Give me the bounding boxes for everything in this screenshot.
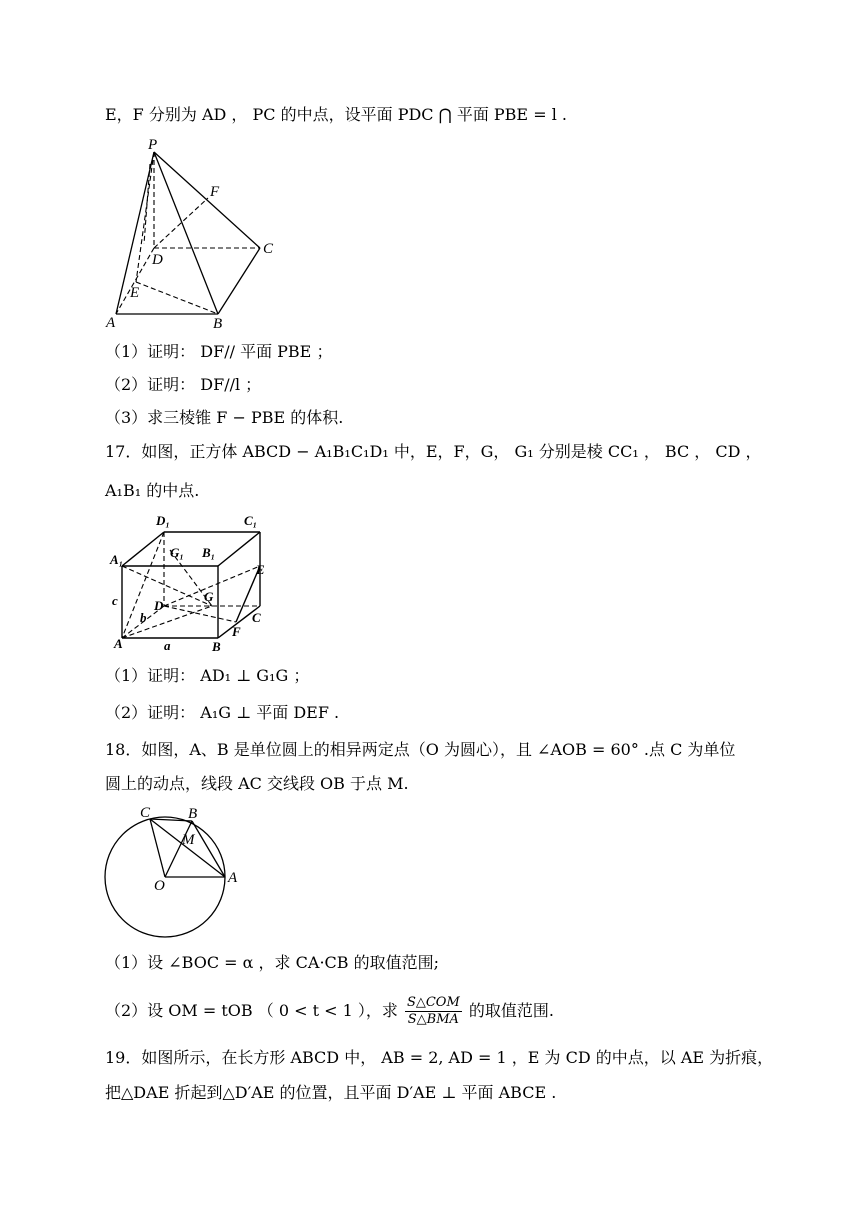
- label-G1: G₁: [170, 545, 184, 560]
- q16-part2: （2）证明： DF//l ；: [105, 375, 262, 394]
- label-D1: D₁: [156, 513, 170, 528]
- label-c: c: [112, 593, 118, 608]
- label-E: E: [256, 562, 265, 577]
- label-E: E: [130, 285, 140, 301]
- label-A: A: [228, 870, 238, 886]
- fraction-numerator: S△COM: [406, 995, 460, 1010]
- q17-stem-line1: 17．如图，正方体 ABCD − A₁B₁C₁D₁ 中，E，F，G， G₁ 分别是棱 CC₁ ， BC ， CD ，: [105, 442, 762, 461]
- q18-part2: [105, 995, 554, 1028]
- label-C: C: [252, 610, 261, 625]
- q18-part2-post: 的取值范围.: [468, 1001, 554, 1020]
- edge-PB: [154, 152, 218, 314]
- q17-part2: （2）证明： A₁G ⊥ 平面 DEF .: [105, 703, 340, 722]
- label-G: G: [204, 589, 214, 604]
- aux-line: [144, 164, 150, 244]
- label-F: F: [210, 184, 220, 200]
- label-P: P: [148, 137, 158, 153]
- label-M: M: [182, 832, 195, 848]
- label-C1: C₁: [244, 513, 258, 528]
- q17-stem-line2: A₁B₁ 的中点.: [105, 481, 200, 500]
- label-A: A: [114, 636, 123, 651]
- area-ratio-fraction: [405, 995, 462, 1028]
- segment-EB: [136, 282, 218, 314]
- cube-figure: [108, 510, 278, 658]
- label-B1: B₁: [202, 545, 216, 560]
- q19-stem-line1: 19．如图所示，在长方形 ABCD 中， AB = 2, AD = 1 ，E 为 CD 的中点，以 AE 为折痕，: [105, 1048, 774, 1067]
- label-C: C: [140, 805, 151, 821]
- label-D: D: [154, 598, 164, 613]
- label-B: B: [212, 639, 221, 654]
- q17-part1: （1）证明： AD₁ ⊥ G₁G ；: [105, 666, 310, 685]
- label-a: a: [164, 638, 171, 653]
- q18-part2-pre: （2）设 OM = tOB （ 0 < t < 1 ），求: [105, 1001, 398, 1020]
- label-B: B: [188, 806, 198, 822]
- label-C: C: [263, 241, 274, 257]
- segment-DF: [154, 198, 208, 248]
- segment-BA: [192, 821, 225, 877]
- q19-stem-line2: 把△DAE 折起到△D′AE 的位置，且平面 D′AE ⊥ 平面 ABCE .: [105, 1083, 557, 1102]
- segment-CA: [150, 819, 225, 877]
- segment-OC: [150, 819, 165, 877]
- q16-context-line: E，F 分别为 AD ， PC 的中点，设平面 PDC ⋂ 平面 PBE = l .: [105, 105, 567, 124]
- fraction-denominator: S△BMA: [407, 1012, 459, 1027]
- q18-stem-line2: 圆上的动点，线段 AC 交线段 OB 于点 M.: [105, 774, 409, 793]
- q18-stem-line1: 18．如图，A、B 是单位圆上的相异两定点（O 为圆心），且 ∠AOB = 60° .点 C 为单位: [105, 740, 736, 759]
- label-A: A: [106, 315, 116, 331]
- q18-part1: （1）设 ∠BOC = α ，求 CA·CB 的取值范围;: [105, 953, 440, 972]
- q16-part3: （3）求三棱锥 F − PBE 的体积.: [105, 408, 344, 427]
- label-B: B: [213, 316, 223, 332]
- q16-part1: （1）证明： DF// 平面 PBE ；: [105, 342, 333, 361]
- label-A1: A₁: [110, 552, 124, 567]
- label-F: F: [232, 624, 241, 639]
- label-D: D: [152, 252, 163, 268]
- label-b: b: [140, 610, 147, 625]
- pyramid-figure: [100, 134, 290, 334]
- edge-DA: [116, 248, 154, 314]
- circle-figure: [100, 800, 250, 940]
- edge-BC: [218, 248, 260, 314]
- label-O: O: [154, 878, 165, 894]
- edge-PC: [154, 152, 260, 248]
